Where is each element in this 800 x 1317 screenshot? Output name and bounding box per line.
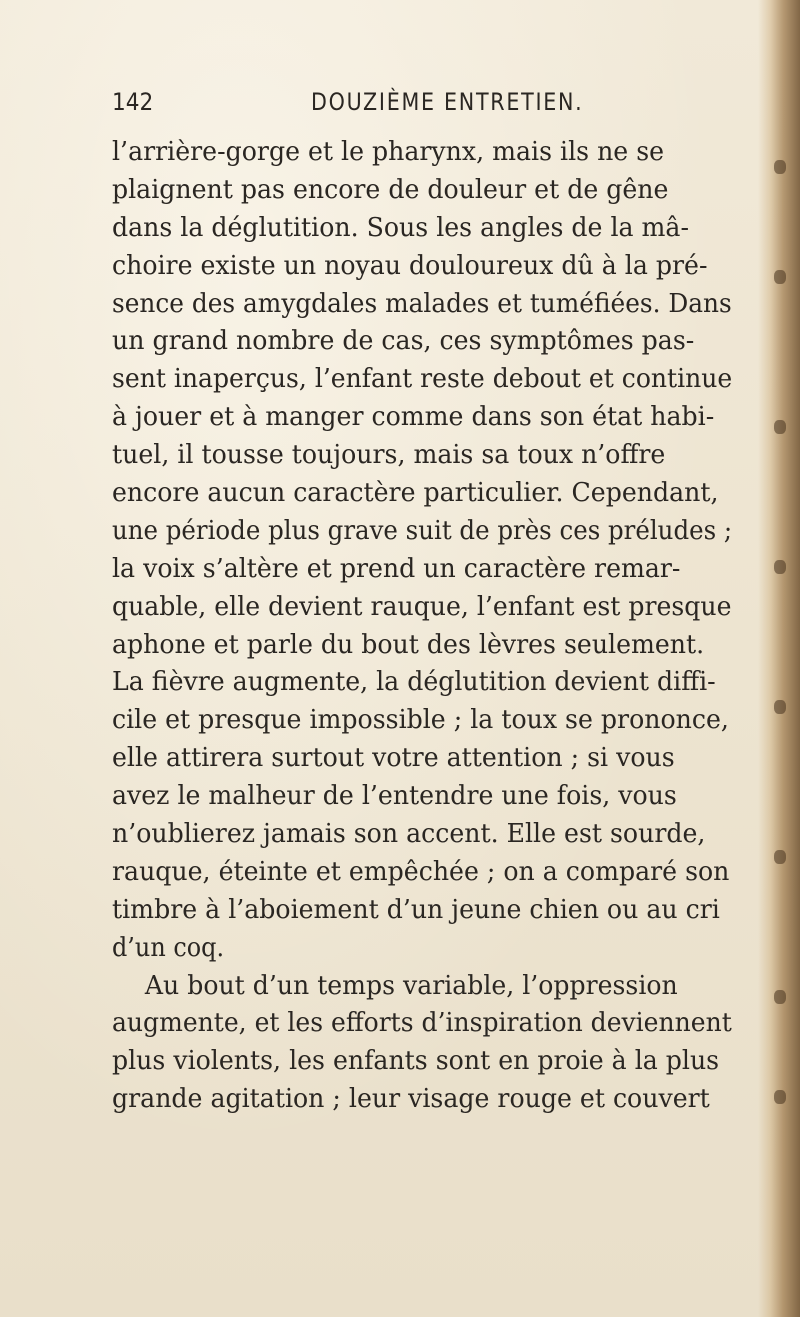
text-line: sent inaperçus, l’enfant reste debout et continue (112, 364, 733, 395)
body-text (112, 134, 752, 1119)
text-line: aphone et parle du bout des lèvres seulement. (112, 629, 705, 660)
text-line: à jouer et à manger comme dans son état habi- (112, 402, 715, 433)
text-line: dans la déglutition. Sous les angles de la mâ- (112, 212, 689, 243)
binding-speck (774, 420, 786, 434)
text-line: choire existe un noyau douloureux dû à la pré- (112, 250, 708, 281)
text-line: avez le malheur de l’entendre une fois, vous (112, 781, 677, 812)
text-line: tuel, il tousse toujours, mais sa toux n’offre (112, 440, 666, 471)
text-line: elle attirera surtout votre attention ; si vous (112, 743, 675, 774)
text-line: la voix s’altère et prend un caractère remar- (112, 553, 681, 584)
binding-speck (774, 560, 786, 574)
binding-speck (774, 1090, 786, 1104)
text-line: timbre à l’aboiement d’un jeune chien ou au cri (112, 894, 720, 925)
text-line: l’arrière-gorge et le pharynx, mais ils ne se (112, 137, 665, 167)
text-line: plaignent pas encore de douleur et de gêne (112, 174, 669, 205)
text-line: encore aucun caractère particulier. Cependant, (112, 478, 719, 509)
paragraph-first-line: Au bout d’un temps variable, l’oppression (144, 970, 678, 1001)
text-line: un grand nombre de cas, ces symptômes pas- (112, 326, 695, 357)
text-line: augmente, et les efforts d’inspiration deviennent (112, 1008, 732, 1039)
binding-speck (774, 850, 786, 864)
text-line: rauque, éteinte et empêchée ; on a comparé son (112, 856, 730, 887)
text-line: plus violents, les enfants sont en proie à la plus (112, 1046, 720, 1077)
page-number: 142 (112, 88, 154, 116)
text-line: La fièvre augmente, la déglutition devient diffi- (112, 667, 716, 698)
text-line: une période plus grave suit de près ces préludes ; (112, 515, 733, 546)
text-line: d’un coq. (112, 932, 225, 963)
binding-speck (774, 160, 786, 174)
running-head-title: DOUZIÈME ENTRETIEN. (311, 88, 584, 116)
text-line: quable, elle devient rauque, l’enfant est presque (112, 591, 732, 622)
text-line: grande agitation ; leur visage rouge et couvert (112, 1084, 710, 1115)
running-header (112, 88, 732, 124)
page-binding-edge (758, 0, 800, 1317)
text-line: n’oublierez jamais son accent. Elle est sourde, (112, 819, 706, 850)
text-line: cile et presque impossible ; la toux se prononce, (112, 705, 729, 736)
binding-speck (774, 700, 786, 714)
text-line: sence des amygdales malades et tuméfiées. Dans (112, 288, 732, 319)
binding-speck (774, 270, 786, 284)
binding-speck (774, 990, 786, 1004)
